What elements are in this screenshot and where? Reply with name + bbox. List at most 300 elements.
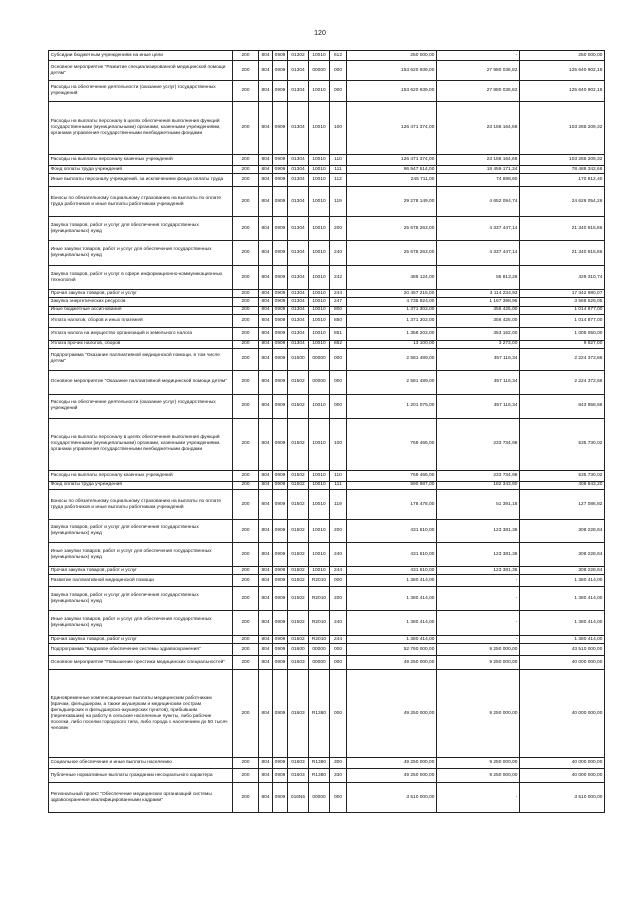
amount-remaining: 1 380 414,00 <box>520 587 605 611</box>
program-code: 01502 <box>288 543 309 567</box>
amount-executed: 55 813,26 <box>437 266 520 290</box>
expense-type-code: 200 <box>330 217 347 241</box>
amount-executed: 9 250 000,00 <box>437 769 520 783</box>
admin-code: 200 <box>233 81 259 102</box>
row-name: Расходы на выплаты персоналу казенных учреждений <box>49 155 233 166</box>
direction-code: R1380 <box>309 670 330 758</box>
table-row <box>49 314 605 327</box>
table-row <box>49 769 605 783</box>
expense-type-code: 110 <box>330 155 347 166</box>
admin-code: 200 <box>233 102 259 155</box>
row-name: Взносы по обязательному социальному страхованию на выплаты по оплате труда работников и иные выплаты работникам учреждений <box>49 490 233 520</box>
amount-planned: 4 735 924,00 <box>347 298 437 306</box>
admin-code: 200 <box>233 783 259 813</box>
amount-executed: - <box>437 783 520 813</box>
amount-planned: 1 380 414,00 <box>347 636 437 644</box>
row-name: Прочая закупка товаров, работ и услуг <box>49 636 233 644</box>
amount-executed: 23 186 164,68 <box>437 155 520 166</box>
amount-executed: 233 734,98 <box>437 470 520 481</box>
program-code: 01304 <box>288 187 309 217</box>
amount-executed: 233 734,98 <box>437 418 520 470</box>
direction-code: 10010 <box>309 217 330 241</box>
expense-type-code: 244 <box>330 567 347 575</box>
amount-executed: 123 381,36 <box>437 567 520 575</box>
row-name: Фонд оплаты труда учреждений <box>49 481 233 489</box>
subsection-code: 0909 <box>273 102 288 155</box>
section-code: 804 <box>259 394 273 418</box>
amount-executed: 4 337 447,14 <box>437 217 520 241</box>
direction-code: 00000 <box>309 370 330 394</box>
admin-code: 200 <box>233 758 259 769</box>
amount-executed: - <box>437 575 520 587</box>
table-row <box>49 266 605 290</box>
amount-remaining: 3 568 525,05 <box>520 298 605 306</box>
row-name: Закупка товаров, работ и услуг для обеспечения государственных (муниципальных) нужд <box>49 587 233 611</box>
amount-planned: 49 250 000,00 <box>347 769 437 783</box>
row-name: Закупка энергетических ресурсов <box>49 298 233 306</box>
table-row <box>49 418 605 470</box>
amount-planned: 25 678 263,00 <box>347 217 437 241</box>
amount-remaining: 1 014 877,00 <box>520 306 605 314</box>
admin-code: 200 <box>233 155 259 166</box>
program-code: 01304 <box>288 327 309 340</box>
program-code: 01603 <box>288 670 309 758</box>
admin-code: 200 <box>233 418 259 470</box>
subsection-code: 0909 <box>273 348 288 370</box>
expense-type-code: 000 <box>330 394 347 418</box>
amount-executed: - <box>437 587 520 611</box>
subsection-code: 0909 <box>273 217 288 241</box>
amount-planned: 49 250 000,00 <box>347 758 437 769</box>
subsection-code: 0909 <box>273 783 288 813</box>
program-code: 01603 <box>288 769 309 783</box>
amount-executed: 123 381,36 <box>437 520 520 543</box>
table-row <box>49 155 605 166</box>
amount-planned: 3 510 000,00 <box>347 783 437 813</box>
amount-remaining: 125 640 902,18 <box>520 81 605 102</box>
program-code: 01502 <box>288 394 309 418</box>
table-row <box>49 102 605 155</box>
amount-executed: 23 186 164,68 <box>437 102 520 155</box>
amount-planned: 250 000,00 <box>347 51 437 61</box>
program-code: 01502 <box>288 490 309 520</box>
amount-executed: 4 652 094,74 <box>437 187 520 217</box>
subsection-code: 0909 <box>273 656 288 670</box>
section-code: 804 <box>259 611 273 636</box>
amount-remaining: 2 224 372,66 <box>520 370 605 394</box>
section-code: 804 <box>259 481 273 489</box>
amount-remaining: 103 285 209,32 <box>520 102 605 155</box>
table-row <box>49 611 605 636</box>
subsection-code: 0909 <box>273 298 288 306</box>
table-row <box>49 490 605 520</box>
admin-code: 200 <box>233 611 259 636</box>
subsection-code: 0909 <box>273 61 288 81</box>
row-name: Публичные нормативные выплаты гражданам несоциального характера <box>49 769 233 783</box>
subsection-code: 0909 <box>273 340 288 348</box>
expense-type-code: 119 <box>330 187 347 217</box>
row-name: Закупка товаров, работ и услуг для обеспечения государственных (муниципальных) нужд <box>49 217 233 241</box>
subsection-code: 0909 <box>273 266 288 290</box>
amount-executed: 357 116,34 <box>437 370 520 394</box>
section-code: 804 <box>259 241 273 266</box>
section-code: 804 <box>259 769 273 783</box>
expense-type-code: 851 <box>330 327 347 340</box>
amount-planned: 590 987,00 <box>347 481 437 489</box>
program-code: 01304 <box>288 81 309 102</box>
amount-remaining: 40 000 000,00 <box>520 670 605 758</box>
amount-remaining: 1 005 050,00 <box>520 327 605 340</box>
expense-type-code: 240 <box>330 543 347 567</box>
direction-code: R1380 <box>309 758 330 769</box>
subsection-code: 0909 <box>273 327 288 340</box>
amount-planned: 2 581 489,00 <box>347 370 437 394</box>
amount-remaining: 21 340 815,86 <box>520 241 605 266</box>
direction-code: 10010 <box>309 51 330 61</box>
admin-code: 200 <box>233 217 259 241</box>
row-name: Подпрограмма "Кадровое обеспечение системы здравоохранения" <box>49 644 233 656</box>
direction-code: R2010 <box>309 636 330 644</box>
subsection-code: 0909 <box>273 587 288 611</box>
amount-remaining: 308 228,64 <box>520 520 605 543</box>
expense-type-code: 200 <box>330 520 347 543</box>
program-code: 01304 <box>288 61 309 81</box>
row-name: Уплата налогов, сборов и иных платежей <box>49 314 233 327</box>
table-row <box>49 340 605 348</box>
amount-planned: 1 380 414,00 <box>347 575 437 587</box>
section-code: 804 <box>259 174 273 187</box>
section-code: 804 <box>259 155 273 166</box>
subsection-code: 0909 <box>273 418 288 470</box>
row-name: Расходы на обеспечение деятельности (оказание услуг) государственных учреждений <box>49 81 233 102</box>
subsection-code: 0909 <box>273 758 288 769</box>
admin-code: 200 <box>233 644 259 656</box>
admin-code: 200 <box>233 266 259 290</box>
subsection-code: 0909 <box>273 575 288 587</box>
table-row <box>49 644 605 656</box>
section-code: 804 <box>259 636 273 644</box>
section-code: 804 <box>259 370 273 394</box>
section-code: 804 <box>259 490 273 520</box>
expense-type-code: 100 <box>330 102 347 155</box>
program-code: 01502 <box>288 567 309 575</box>
amount-planned: 431 610,00 <box>347 567 437 575</box>
amount-planned: 485 124,00 <box>347 266 437 290</box>
subsection-code: 0909 <box>273 81 288 102</box>
row-name: Расходы на выплаты персоналу в целях обеспечения выполнения функций государственными (муниципальными) органами, казенными учреждениями, органами управления государственными внебюджетными фондами <box>49 418 233 470</box>
amount-executed: 1 167 398,95 <box>437 298 520 306</box>
direction-code: R2010 <box>309 587 330 611</box>
amount-executed: 3 114 234,93 <box>437 290 520 298</box>
subsection-code: 0909 <box>273 520 288 543</box>
amount-executed: 3 273,00 <box>437 340 520 348</box>
amount-planned: 431 610,00 <box>347 520 437 543</box>
expense-type-code: 850 <box>330 314 347 327</box>
admin-code: 200 <box>233 587 259 611</box>
row-name: Уплата прочих налогов, сборов <box>49 340 233 348</box>
direction-code: 00000 <box>309 644 330 656</box>
program-code: 01502 <box>288 520 309 543</box>
table-row <box>49 327 605 340</box>
table-row <box>49 567 605 575</box>
amount-planned: 1 371 302,00 <box>347 314 437 327</box>
table-row <box>49 636 605 644</box>
expense-type-code: 244 <box>330 290 347 298</box>
amount-remaining: 170 812,40 <box>520 174 605 187</box>
expense-type-code: 111 <box>330 166 347 174</box>
amount-planned: 153 620 939,00 <box>347 61 437 81</box>
subsection-code: 0909 <box>273 290 288 298</box>
amount-executed: 9 250 000,00 <box>437 656 520 670</box>
program-code: 01304 <box>288 266 309 290</box>
expense-type-code: 000 <box>330 656 347 670</box>
table-row <box>49 290 605 298</box>
subsection-code: 0909 <box>273 174 288 187</box>
amount-executed: 353 152,00 <box>437 327 520 340</box>
expense-type-code: 240 <box>330 241 347 266</box>
row-name: Развитие паллиативной медицинской помощи <box>49 575 233 587</box>
table-row <box>49 520 605 543</box>
section-code: 804 <box>259 470 273 481</box>
budget-table-body <box>49 51 605 813</box>
direction-code: 10010 <box>309 327 330 340</box>
subsection-code: 0909 <box>273 636 288 644</box>
table-row <box>49 217 605 241</box>
amount-planned: 769 465,00 <box>347 470 437 481</box>
admin-code: 200 <box>233 636 259 644</box>
section-code: 804 <box>259 327 273 340</box>
program-code: 01304 <box>288 306 309 314</box>
section-code: 804 <box>259 290 273 298</box>
table-row <box>49 370 605 394</box>
admin-code: 200 <box>233 298 259 306</box>
admin-code: 200 <box>233 348 259 370</box>
amount-remaining: 1 380 414,00 <box>520 575 605 587</box>
subsection-code: 0909 <box>273 670 288 758</box>
admin-code: 200 <box>233 174 259 187</box>
amount-executed: 357 116,34 <box>437 348 520 370</box>
admin-code: 200 <box>233 61 259 81</box>
budget-table <box>48 50 605 813</box>
admin-code: 200 <box>233 290 259 298</box>
admin-code: 200 <box>233 670 259 758</box>
direction-code: 00000 <box>309 348 330 370</box>
amount-remaining: 843 958,66 <box>520 394 605 418</box>
amount-planned: 178 478,00 <box>347 490 437 520</box>
section-code: 804 <box>259 217 273 241</box>
admin-code: 200 <box>233 327 259 340</box>
direction-code: 10010 <box>309 543 330 567</box>
program-code: 016N5 <box>288 783 309 813</box>
expense-type-code: 000 <box>330 670 347 758</box>
admin-code: 200 <box>233 575 259 587</box>
row-name: Расходы на обеспечение деятельности (оказание услуг) государственных учреждений <box>49 394 233 418</box>
subsection-code: 0909 <box>273 166 288 174</box>
amount-planned: 1 371 302,00 <box>347 306 437 314</box>
direction-code: 10010 <box>309 241 330 266</box>
section-code: 804 <box>259 783 273 813</box>
amount-planned: 126 471 374,00 <box>347 155 437 166</box>
expense-type-code: 000 <box>330 575 347 587</box>
amount-planned: 49 250 000,00 <box>347 656 437 670</box>
amount-executed: 356 425,00 <box>437 314 520 327</box>
amount-planned: 29 278 149,00 <box>347 187 437 217</box>
expense-type-code: 100 <box>330 418 347 470</box>
direction-code: 00000 <box>309 61 330 81</box>
program-code: 01502 <box>288 418 309 470</box>
direction-code: R2010 <box>309 611 330 636</box>
program-code: 01304 <box>288 314 309 327</box>
table-row <box>49 543 605 567</box>
direction-code: 10010 <box>309 394 330 418</box>
amount-remaining: 535 730,02 <box>520 418 605 470</box>
row-name: Прочая закупка товаров, работ и услуг <box>49 290 233 298</box>
program-code: 01304 <box>288 217 309 241</box>
table-row <box>49 394 605 418</box>
admin-code: 200 <box>233 543 259 567</box>
direction-code: 10010 <box>309 81 330 102</box>
row-name: Социальное обеспечение и иные выплаты населению <box>49 758 233 769</box>
table-row <box>49 481 605 489</box>
program-code: 01304 <box>288 155 309 166</box>
direction-code: 10010 <box>309 102 330 155</box>
row-name: Иные закупки товаров, работ и услуг для обеспечения государственных (муниципальных) нужд <box>49 611 233 636</box>
expense-type-code: 110 <box>330 470 347 481</box>
program-code: 01502 <box>288 611 309 636</box>
amount-remaining: 127 086,82 <box>520 490 605 520</box>
section-code: 804 <box>259 298 273 306</box>
program-code: 01603 <box>288 758 309 769</box>
amount-executed: - <box>437 636 520 644</box>
expense-type-code: 000 <box>330 348 347 370</box>
amount-remaining: 429 310,74 <box>520 266 605 290</box>
subsection-code: 0909 <box>273 481 288 489</box>
subsection-code: 0909 <box>273 306 288 314</box>
row-name: Основное мероприятие "Повышение престижа медицинских специальностей" <box>49 656 233 670</box>
amount-remaining: 535 730,02 <box>520 470 605 481</box>
program-code: 01304 <box>288 174 309 187</box>
page-number: 120 <box>314 30 326 37</box>
amount-executed: 18 459 171,34 <box>437 166 520 174</box>
admin-code: 200 <box>233 567 259 575</box>
table-row <box>49 298 605 306</box>
amount-remaining: 250 000,00 <box>520 51 605 61</box>
section-code: 804 <box>259 587 273 611</box>
row-name: Иные выплаты персоналу учреждений, за исключением фонда оплаты труда <box>49 174 233 187</box>
section-code: 804 <box>259 575 273 587</box>
direction-code: 10010 <box>309 470 330 481</box>
direction-code: R2010 <box>309 575 330 587</box>
subsection-code: 0909 <box>273 370 288 394</box>
subsection-code: 0909 <box>273 155 288 166</box>
amount-executed: 357 116,34 <box>437 394 520 418</box>
program-code: 01304 <box>288 290 309 298</box>
amount-executed: 9 250 000,00 <box>437 670 520 758</box>
amount-remaining: 408 643,20 <box>520 481 605 489</box>
amount-remaining: 125 640 902,18 <box>520 61 605 81</box>
section-code: 804 <box>259 543 273 567</box>
direction-code: 10010 <box>309 314 330 327</box>
table-row <box>49 61 605 81</box>
subsection-code: 0909 <box>273 769 288 783</box>
program-code: 01502 <box>288 587 309 611</box>
amount-planned: 1 380 414,00 <box>347 587 437 611</box>
direction-code: 10010 <box>309 155 330 166</box>
program-code: 01502 <box>288 636 309 644</box>
program-code: 01304 <box>288 102 309 155</box>
section-code: 804 <box>259 81 273 102</box>
expense-type-code: 244 <box>330 636 347 644</box>
direction-code: 10010 <box>309 166 330 174</box>
table-row <box>49 348 605 370</box>
admin-code: 200 <box>233 314 259 327</box>
direction-code: 10010 <box>309 298 330 306</box>
section-code: 804 <box>259 314 273 327</box>
amount-planned: 1 358 202,00 <box>347 327 437 340</box>
direction-code: 10010 <box>309 187 330 217</box>
subsection-code: 0909 <box>273 470 288 481</box>
admin-code: 200 <box>233 769 259 783</box>
admin-code: 200 <box>233 370 259 394</box>
program-code: 01502 <box>288 481 309 489</box>
amount-remaining: 9 827,00 <box>520 340 605 348</box>
table-row <box>49 51 605 61</box>
row-name: Основное мероприятие "Оказание паллиативной медицинской помощи детям" <box>49 370 233 394</box>
subsection-code: 0909 <box>273 394 288 418</box>
amount-planned: 1 201 075,00 <box>347 394 437 418</box>
table-row <box>49 174 605 187</box>
row-name: Региональный проект "Обеспечение медицинских организаций системы здравоохранения квалифицированными кадрами" <box>49 783 233 813</box>
direction-code: 10010 <box>309 490 330 520</box>
expense-type-code: 112 <box>330 174 347 187</box>
amount-planned: 13 100,00 <box>347 340 437 348</box>
amount-planned: 1 380 414,00 <box>347 611 437 636</box>
expense-type-code: 119 <box>330 490 347 520</box>
row-name: Иные бюджетные ассигнования <box>49 306 233 314</box>
row-name: Подпрограмма "Оказание паллиативной медицинской помощи, в том числе детям" <box>49 348 233 370</box>
amount-executed: 9 250 000,00 <box>437 644 520 656</box>
amount-planned: 20 457 215,00 <box>347 290 437 298</box>
amount-planned: 431 610,00 <box>347 543 437 567</box>
subsection-code: 0909 <box>273 567 288 575</box>
amount-remaining: 40 000 000,00 <box>520 758 605 769</box>
expense-type-code: 242 <box>330 266 347 290</box>
amount-remaining: 24 626 054,26 <box>520 187 605 217</box>
admin-code: 200 <box>233 520 259 543</box>
section-code: 804 <box>259 644 273 656</box>
row-name: Иные закупки товаров, работ и услуг для обеспечения государственных (муниципальных) нужд <box>49 543 233 567</box>
admin-code: 200 <box>233 187 259 217</box>
subsection-code: 0909 <box>273 314 288 327</box>
section-code: 804 <box>259 51 273 61</box>
subsection-code: 0909 <box>273 611 288 636</box>
amount-executed: - <box>437 51 520 61</box>
table-row <box>49 166 605 174</box>
expense-type-code: 000 <box>330 370 347 394</box>
amount-remaining: 1 380 414,00 <box>520 636 605 644</box>
subsection-code: 0909 <box>273 51 288 61</box>
amount-planned: 49 250 000,00 <box>347 670 437 758</box>
row-name: Расходы на выплаты персоналу казенных учреждений <box>49 470 233 481</box>
row-name: Взносы по обязательному социальному страхованию на выплаты по оплате труда работников и иные выплаты работникам учреждений <box>49 187 233 217</box>
direction-code: 10010 <box>309 306 330 314</box>
amount-remaining: 17 342 980,07 <box>520 290 605 298</box>
section-code: 804 <box>259 670 273 758</box>
table-row <box>49 470 605 481</box>
amount-remaining: 308 228,64 <box>520 543 605 567</box>
table-row <box>49 656 605 670</box>
section-code: 804 <box>259 306 273 314</box>
